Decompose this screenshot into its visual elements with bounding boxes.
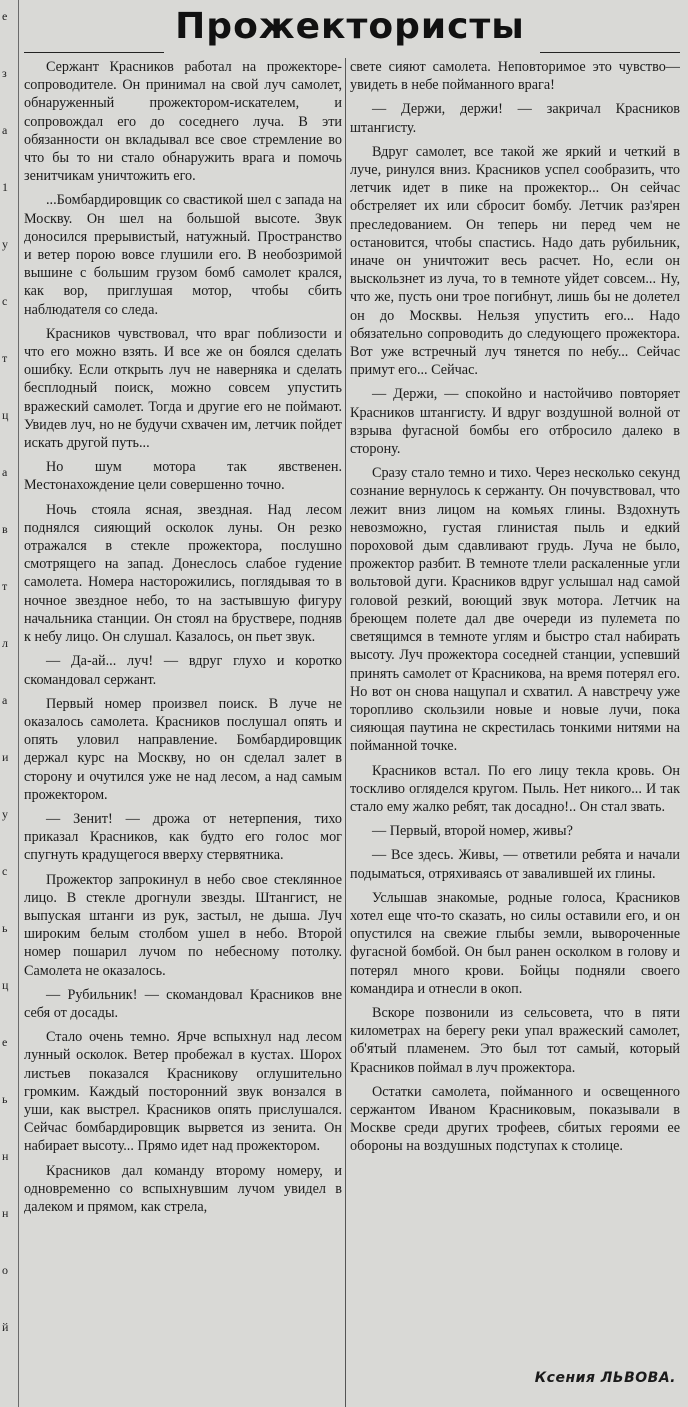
author-signature: Ксения ЛЬВОВА.: [534, 1370, 676, 1386]
edge-letter: с: [2, 294, 8, 308]
paragraph: Сержант Красников работал на прожекторе-сопроводителе. Он принимал на свой луч самолет, обнаруженный прожектором-искателем, и сопровождал его до соседнего луча. В эти обязанности он вкладывал все свое стремление во что бы то ни стало обнаружить врага и помочь зенитчикам уничтожить его.: [24, 59, 342, 185]
paragraph: Красников чувствовал, что враг поблизости и что его можно взять. И все же он боялся сделать ошибку. Если открыть луч не наверняка и сделать бесплодный поиск, можно совсем упустить вражеский самолет. Тогда и другие его не поймают. Увидев луч, но не будучи схвачен им, летчик пойдет искать другой путь...: [24, 325, 342, 452]
paragraph: Ночь стояла ясная, звездная. Над лесом поднялся сияющий осколок луны. Он резко отражался в стекле прожектора, послушно смотрящего на запад. Донеслось слабое гудение самолета. Номера насторожились, поглядывая то в ночное звездное небо, то на застывшую фигуру начальника станции. Он стоял на бруствере, подняв к небу лицо. Он слушал. Казалось, он пьет звук.: [24, 501, 342, 646]
edge-letter: л: [2, 636, 8, 650]
edge-letter: с: [2, 864, 8, 878]
paragraph: Услышав знакомые, родные голоса, Красников хотел еще что-то сказать, но силы оставили его, и он опустился на свежие глыбы земли, вывороченные фугасной бомбой. Он был ранен осколком в голову и потерял много крови. Бойцы подняли своего командира и отнесли в окоп.: [350, 889, 680, 997]
title-rule-left: [24, 52, 164, 53]
edge-letter: й: [2, 1320, 9, 1334]
paragraph: — Рубильник! — скомандовал Красников вне себя от досады.: [24, 986, 342, 1021]
edge-letter: н: [2, 1206, 9, 1220]
paragraph: Вскоре позвонили из сельсовета, что в пяти километрах на берегу реки упал вражеский самолет, об'ятый пламенем. Это был тот самый, который Красников поймал в луч прожектора.: [350, 1004, 680, 1076]
article-title: Прожектористы: [175, 6, 525, 47]
edge-letter: н: [2, 1149, 9, 1163]
article-column-right: [350, 58, 680, 1407]
paragraph: Вдруг самолет, все такой же яркий и четкий в луче, ринулся вниз. Красников успел сообразить, что летчик идет в пике на прожектор... Он сейчас обстреляет их или сбросит бомбу. Летчик раз'ярен преследованием. Он теперь ни перед чем не остановится, чтобы спастись. Надо дать рубильник, иначе он уничтожит весь расчет. Но, если он выскользнет из луча, то в темноте уйдет совсем... Ну, что же, пусть они трое погибнут, лишь бы не долетел он до Москвы. Нельзя упустить его... Надо обязательно сопроводить до следующего прожектора. Вот уже встречный луч тянется по небу... Сейчас примут его... Сейчас.: [350, 143, 680, 379]
edge-letter: у: [2, 237, 8, 251]
paragraph: — Зенит! — дрожа от нетерпения, тихо приказал Красников, как будто его голос мог спугнуть крадущегося вверху стервятника.: [24, 810, 342, 864]
edge-letter: а: [2, 465, 8, 479]
edge-letter: в: [2, 522, 8, 536]
paragraph: Сразу стало темно и тихо. Через несколько секунд сознание вернулось к сержанту. Он почувствовал, что лежит вниз лицом на комьях глины. Вздохнуть невозможно, густая глинистая пыль и едкий пороховой дым сдавливают грудь. Луча не было, прожектор разбит. В темноте тлели раскаленные угли вольтовой дуги. Красников вдруг услышал над самой головой резкий, воющий звук мотора. Летчик на бреющем полете дал две очереди из пулемета по светящимся в темноте углям и быстро стал набирать высоту. Луч прожектора соседней станции, успевший принять самолет от Красникова, на время потерял его. Но вот он снова нащупал и схватил. А навстречу уже торопливо скользили новые и новые лучи, пока сияющая паутина не скрестилась тонкими нитями на пойманной точке.: [350, 465, 680, 755]
paragraph: — Держи, держи! — закричал Красников штангисту.: [350, 101, 680, 136]
edge-letter: и: [2, 750, 9, 764]
paragraph: Красников дал команду второму номеру, и одновременно со вспыхнувшим лучом увидел в далеком и прямом, как стрела,: [24, 1162, 342, 1215]
paragraph: Первый номер произвел поиск. В луче не оказалось самолета. Красников послушал опять и опять уловил направление. Бомбардировщик держал курс на Москву, но он сделал залет в сторону и очутился уже не над лесом, а над самым прожектором.: [24, 695, 342, 803]
paragraph: Но шум мотора так явственен. Местонахождение цели совершенно точно.: [24, 459, 342, 494]
paragraph: — Все здесь. Живы, — ответили ребята и начали подыматься, отряхиваясь от завалившей их глины.: [350, 847, 680, 882]
column-divider: [345, 58, 346, 1407]
edge-letter: у: [2, 807, 8, 821]
paragraph: — Держи, — спокойно и настойчиво повторяет Красников штангисту. И вдруг воздушной волной от взрыва фугасной бомбы его отбросило далеко в сторону.: [350, 386, 680, 458]
left-edge-fragment: [0, 0, 19, 1407]
paragraph: — Да-ай... луч! — вдруг глухо и коротко скомандовал сержант.: [24, 653, 342, 688]
edge-letter: ь: [2, 921, 8, 935]
edge-letter: е: [2, 9, 8, 23]
edge-letter: т: [2, 351, 8, 365]
edge-letter: а: [2, 693, 8, 707]
edge-letter: а: [2, 123, 8, 137]
paragraph: Прожектор запрокинул в небо свое стеклянное лицо. В стекле дрогнули звезды. Штангист, не выпуская штанги из рук, застыл, не дыша. Луч широким белым столбом ушел в небо. Второй номер пошарил лучом по небесному потолку. Самолета не оказалось.: [24, 871, 342, 979]
article-column-left: [24, 58, 342, 1407]
paragraph: Остатки самолета, пойманного и освещенного сержантом Иваном Красниковым, показывали в Москве среди других трофеев, сбитых героями ее обороны на воздушных подступах к столице.: [350, 1083, 680, 1155]
edge-letter: 1: [2, 180, 8, 194]
paragraph: свете сияют самолета. Неповторимое это чувство—увидеть в небе пойманного врага!: [350, 59, 680, 94]
paragraph: ...Бомбардировщик со свастикой шел с запада на Москву. Он шел на большой высоте. Звук доносился прерывистый, натужный. Пространство и ветер порою вовсе глушили его. В необозримой вышине с большим грузом бомб самолет крался, как вор, приглушая мотор, чтобы сбить наблюдателя со следа.: [24, 192, 342, 318]
edge-letter: о: [2, 1263, 8, 1277]
edge-letter: ц: [2, 978, 9, 992]
title-rule-right: [540, 52, 680, 53]
edge-letter: т: [2, 579, 8, 593]
paragraph: — Первый, второй номер, живы?: [372, 823, 573, 840]
edge-letter: з: [2, 66, 7, 80]
paragraph: Стало очень темно. Ярче вспыхнул над лесом лунный осколок. Ветер пробежал в кустах. Шорох листьев показался Красникову оглушительно громким. Каждый посторонний звук вонзался в уши, как выстрел. Красников опять прислушался. Сейчас бомбардировщик вырвется из зенита. Он набирает высоту... Прямо идет над прожектором.: [24, 1029, 342, 1155]
edge-letter: ь: [2, 1092, 8, 1106]
paragraph: Красников встал. По его лицу текла кровь. Он тоскливо огляделся кругом. Пыль. Нет никого... И так стало ему жалко ребят, так досадно!.. Он стал звать.: [350, 762, 680, 815]
edge-letter: ц: [2, 408, 9, 422]
edge-letter: е: [2, 1035, 8, 1049]
